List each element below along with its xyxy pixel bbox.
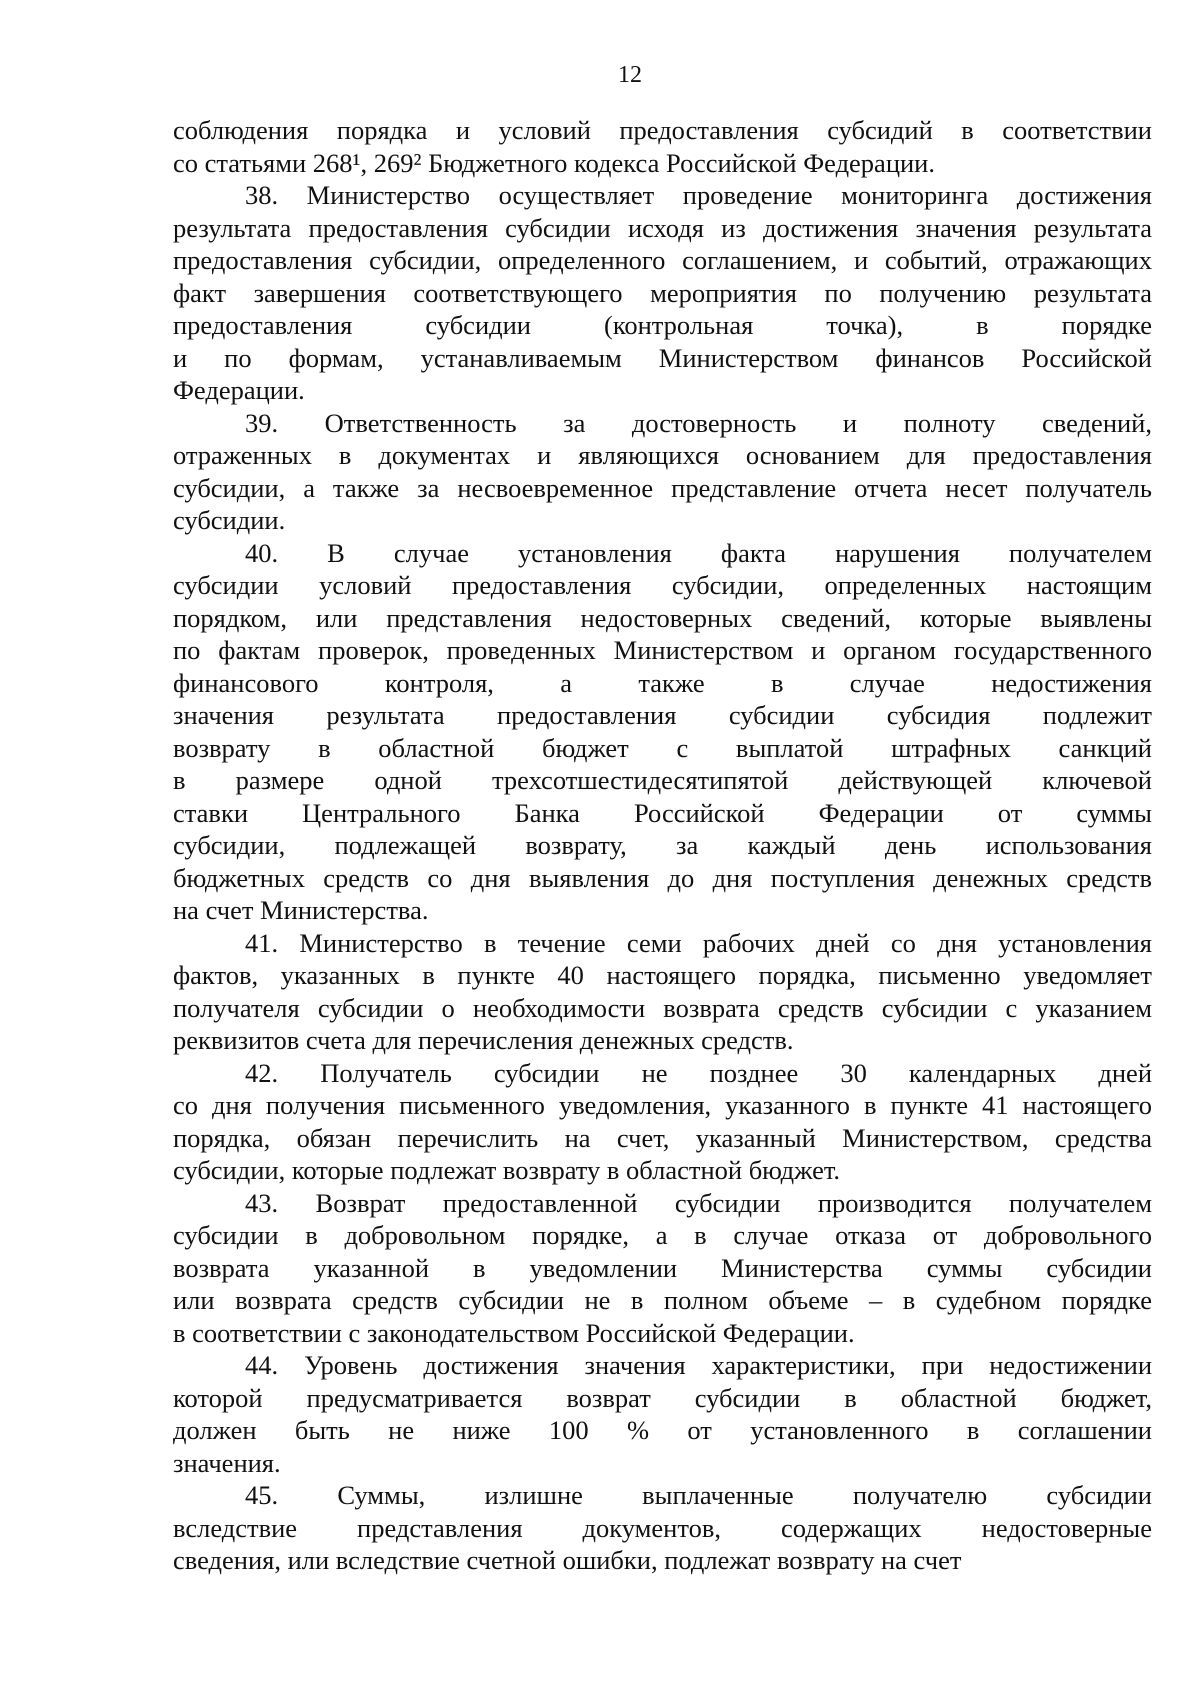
text-line: 39. Ответственность за достоверность и полноту сведений, xyxy=(245,407,1152,438)
text-line: должен быть не ниже 100 % от установленного в соглашении xyxy=(173,1415,1152,1445)
text-line: возврата указанной в уведомлении Министерства суммы субсидии xyxy=(173,1252,1152,1283)
text-line: возврату в областной бюджет с выплатой штрафных санкций xyxy=(173,732,1152,763)
text-line: факт завершения соответствующего мероприятия по получению результата xyxy=(173,277,1152,308)
text-line: бюджетных средств со дня выявления до дня поступления денежных средств xyxy=(173,862,1152,893)
text-line: значения результата предоставления субсидии субсидия подлежит xyxy=(173,700,1152,730)
text-line: предоставления субсидии (контрольная точка), в порядке xyxy=(173,310,1152,340)
text-line: 38. Министерство осуществляет проведение мониторинга достижения xyxy=(245,180,1152,210)
page-number: 12 xyxy=(618,62,642,88)
text-line: Федерации. xyxy=(173,375,305,405)
text-line: 40. В случае установления факта нарушения получателем xyxy=(245,537,1152,568)
text-line: порядка, обязан перечислить на счет, указанный Министерством, средства xyxy=(173,1122,1152,1153)
text-line: 41. Министерство в течение семи рабочих дней со дня установления xyxy=(245,927,1152,958)
text-line: субсидии условий предоставления субсидии, определенных настоящим xyxy=(173,570,1152,600)
text-line: и по формам, устанавливаемым Министерством финансов Российской xyxy=(173,342,1152,373)
text-line: субсидии. xyxy=(173,505,286,535)
text-line: со статьями 268¹, 269² Бюджетного кодекса Российской Федерации. xyxy=(173,147,935,178)
text-line: которой предусматривается возврат субсидии в областной бюджет, xyxy=(173,1382,1152,1413)
text-line: на счет Министерства. xyxy=(173,895,429,925)
text-line: ставки Центрального Банка Российской Федерации от суммы xyxy=(173,797,1152,828)
paragraph-p44 xyxy=(173,1349,1152,1479)
text-line: 43. Возврат предоставленной субсидии производится получателем xyxy=(245,1187,1152,1218)
paragraph-p45 xyxy=(173,1479,1152,1577)
paragraph-p39 xyxy=(173,407,1152,537)
document-body xyxy=(173,114,1152,1577)
text-line: субсидии, которые подлежат возврату в областной бюджет. xyxy=(173,1155,841,1185)
text-line: соблюдения порядка и условий предоставления субсидий в соответствии xyxy=(173,115,1152,145)
text-line: в размере одной трехсотшестидесятипятой действующей ключевой xyxy=(173,765,1152,795)
text-line: фактов, указанных в пункте 40 настоящего порядка, письменно уведомляет xyxy=(173,960,1152,990)
paragraph-p37_cont xyxy=(173,114,1152,179)
paragraph-p38 xyxy=(173,179,1152,407)
text-line: значения. xyxy=(173,1447,281,1478)
text-line: 44. Уровень достижения значения характеристики, при недостижении xyxy=(245,1350,1152,1380)
text-line: со дня получения письменного уведомления, указанного в пункте 41 настоящего xyxy=(173,1090,1152,1120)
text-line: в соответствии с законодательством Российской Федерации. xyxy=(173,1317,855,1348)
paragraph-p43 xyxy=(173,1187,1152,1350)
text-line: предоставления субсидии, определенного соглашением, и событий, отражающих xyxy=(173,245,1152,275)
text-line: получателя субсидии о необходимости возврата средств субсидии с указанием xyxy=(173,992,1152,1023)
paragraph-p42 xyxy=(173,1057,1152,1187)
text-line: субсидии, подлежащей возврату, за каждый день использования xyxy=(173,830,1152,860)
text-line: реквизитов счета для перечисления денежных средств. xyxy=(173,1025,794,1055)
text-line: субсидии, а также за несвоевременное представление отчета несет получатель xyxy=(173,472,1152,503)
text-line: порядком, или представления недостоверных сведений, которые выявлены xyxy=(173,602,1152,633)
text-line: 45. Суммы, излишне выплаченные получателю субсидии xyxy=(245,1480,1152,1510)
text-line: результата предоставления субсидии исходя из достижения значения результата xyxy=(173,212,1152,243)
paragraph-p41 xyxy=(173,927,1152,1057)
text-line: вследствие представления документов, содержащих недостоверные xyxy=(173,1512,1152,1543)
text-line: отраженных в документах и являющихся основанием для предоставления xyxy=(173,440,1152,470)
text-line: субсидии в добровольном порядке, а в случае отказа от добровольного xyxy=(173,1220,1152,1250)
text-line: или возврата средств субсидии не в полном объеме – в судебном порядке xyxy=(173,1285,1152,1315)
paragraph-p40 xyxy=(173,537,1152,927)
text-line: 42. Получатель субсидии не позднее 30 календарных дней xyxy=(245,1057,1152,1088)
text-line: по фактам проверок, проведенных Министерством и органом государственного xyxy=(173,635,1152,665)
text-line: финансового контроля, а также в случае недостижения xyxy=(173,667,1152,698)
text-line: сведения, или вследствие счетной ошибки, подлежат возврату на счет xyxy=(173,1545,962,1575)
